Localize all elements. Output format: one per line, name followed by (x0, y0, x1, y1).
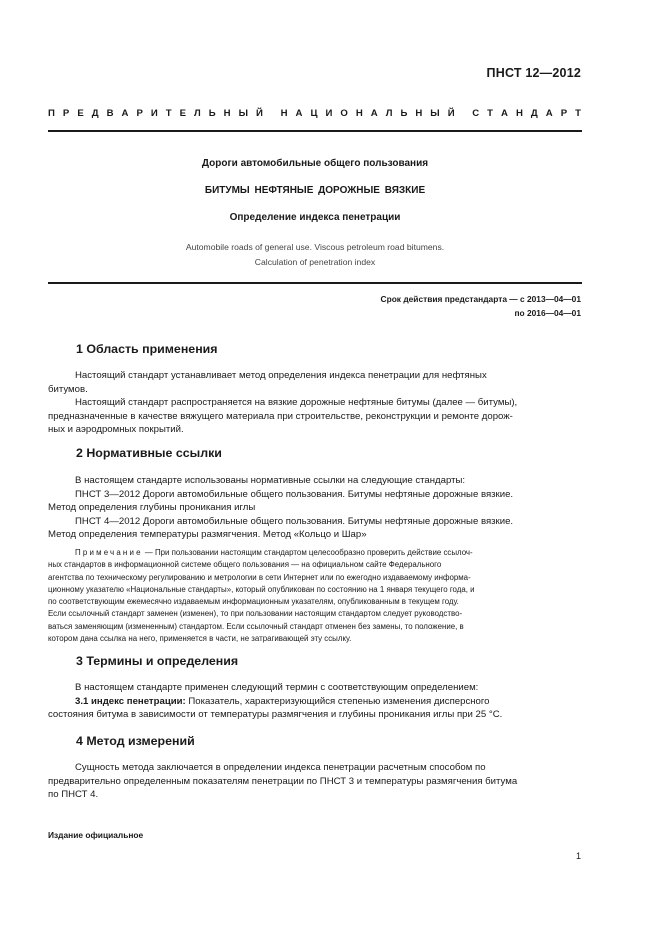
section-4-body: Сущность метода заключается в определении индекса пенетрации расчетным способом по предварительно определенным показателям пенетрации по ПНСТ 3 и температуры размягчения битума по ПНСТ 4. (48, 762, 518, 801)
title-line-3: Определение индекса пенетрации (229, 212, 401, 223)
note-block: Примечание — При пользовании настоящим стандартом целесообразно проверить действие ссылоч- ных стандартов в информационной системе общего пользования — на официальном сайте Федерального агентства по техническому регулированию и метрологии в сети Интернет или по ежегодно издаваемому информа- ционному указателю «Национальные стандарты», который опубликован по состоянию на 1 января текущего года, и по соответствующим ежемесячно издаваемым информационным указателям, опубликованным в текущем году. Если ссылочный стандарт заменен (изменен), то при пользовании настоящим стандартом следует руководство- ваться заменяющим (измененным) стандартом. Если ссылочный стандарт отменен без замены, то положение, в котором дана ссылка на него, применяется в части, не затрагивающей эту ссылку. (48, 548, 475, 644)
english-title-line-2: Calculation of penetration index (254, 257, 376, 267)
section-1-heading: 1 Область применения (76, 342, 218, 356)
english-title (48, 240, 582, 270)
validity-line-1: Срок действия предстандарта — с 2013—04—01 (380, 294, 581, 304)
section-2-heading: 2 Нормативные ссылки (76, 446, 222, 460)
banner-word-preliminary: П Р Е Д В А Р И Т Е Л Ь Н Ы Й (48, 108, 263, 119)
title-line-2: БИТУМЫ НЕФТЯНЫЕ ДОРОЖНЫЕ ВЯЗКИЕ (204, 185, 426, 196)
section-4-heading: 4 Метод измерений (76, 734, 195, 748)
header-divider (48, 130, 582, 132)
note-label: Примечание (75, 548, 143, 557)
validity-period (381, 292, 581, 320)
validity-line-2: по 2016—04—01 (514, 308, 581, 318)
term-3-1: 3.1 индекс пенетрации: (75, 695, 186, 707)
banner-word-standard: С Т А Н Д А Р Т (472, 108, 581, 119)
section-3-heading: 3 Термины и определения (76, 654, 239, 668)
title-line-1: Дороги автомобильные общего пользования (201, 158, 429, 169)
document-number: ПНСТ 12—2012 (486, 66, 581, 80)
section-1-body: Настоящий стандарт устанавливает метод определения индекса пенетрации для нефтяных битумов. Настоящий стандарт распространяется на вязкие дорожные нефтяные битумы (далее — битумы), предназначенные в качестве вяжущего материала при строительстве, реконструкции и ремонте дорож- ных и аэродромных покрытий. (48, 370, 518, 436)
english-title-line-1: Automobile roads of general use. Viscous petroleum road bitumens. (185, 242, 445, 252)
section-3-body: В настоящем стандарте применен следующий термин с соответствующим определением: 3.1 индекс пенетрации: Показатель, характеризующийся степенью изменения дисперсного состояния битума в зависимости от температуры размягчения и глубины проникания иглы при 25 °С. (48, 682, 503, 721)
official-edition-label: Издание официальное (48, 830, 144, 840)
section-2-body: В настоящем стандарте использованы нормативные ссылки на следующие стандарты: ПНСТ 3—2012 Дороги автомобильные общего пользования. Битумы нефтяные дорожные вязкие. Метод определения глубины проникания иглы ПНСТ 4—2012 Дороги автомобильные общего пользования. Битумы нефтяные дорожные вязкие. Метод определения температуры размягчения. Метод «Кольцо и Шар» (48, 475, 514, 541)
banner-word-national: Н А Ц И О Н А Л Ь Н Ы Й (280, 108, 455, 119)
page-number: 1 (575, 851, 581, 861)
standard-type-banner (48, 108, 581, 119)
title-divider (48, 282, 582, 284)
